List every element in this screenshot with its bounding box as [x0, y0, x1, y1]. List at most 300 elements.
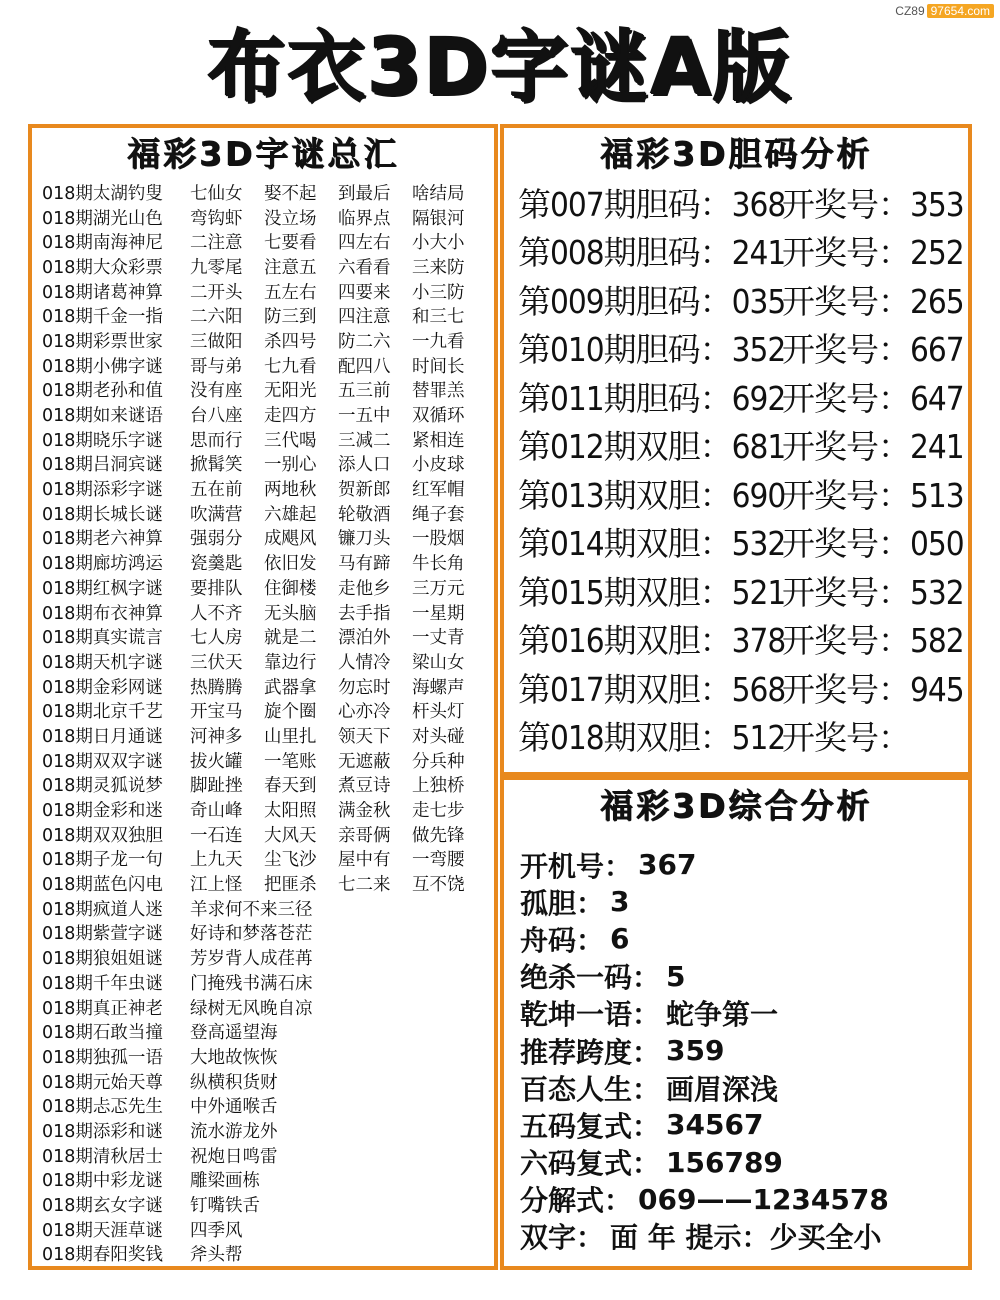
riddle-clue: 两地秋 — [264, 480, 317, 501]
analysis-key: 双字： — [520, 1221, 605, 1255]
riddle-clue: 没有座 — [190, 381, 243, 402]
riddle-clue: 掀髯笑 — [190, 455, 243, 476]
riddle-clue: 对头碰 — [412, 726, 465, 747]
dan-code: 第007期胆码：368 — [518, 184, 786, 224]
riddle-clue: 三伏天 — [190, 652, 243, 673]
riddle-clue: 走四方 — [264, 406, 317, 427]
riddle-clue: 一石连 — [190, 825, 243, 846]
riddle-clue: 台八座 — [190, 406, 243, 427]
riddle-clue: 七九看 — [264, 356, 317, 377]
riddle-source: 018期长城长谜 — [42, 504, 163, 525]
riddle-source: 018期湖光山色 — [42, 208, 163, 229]
riddle-clue: 三来防 — [412, 257, 465, 278]
analysis-value: 359 — [666, 1034, 725, 1068]
riddle-clue: 没立场 — [264, 208, 317, 229]
analysis-key: 六码复式： — [520, 1147, 661, 1181]
draw-result: 开奖号：050 — [782, 524, 964, 564]
riddle-clue: 上九天 — [190, 850, 243, 871]
riddle-clue: 小大小 — [412, 233, 465, 254]
riddle-clue: 吹满营 — [190, 504, 243, 525]
dan-row — [518, 178, 968, 227]
draw-result: 开奖号：353 — [782, 184, 964, 224]
overall-list — [520, 846, 970, 1255]
riddle-row — [42, 748, 492, 773]
riddle-row — [42, 970, 492, 995]
riddle-clue: 人情冷 — [338, 652, 391, 673]
riddle-clue: 添人口 — [338, 455, 391, 476]
riddle-source: 018期晓乐字谜 — [42, 430, 163, 451]
riddle-source: 018期子龙一句 — [42, 850, 163, 871]
analysis-row — [520, 958, 970, 995]
riddle-clue: 互不饶 — [412, 875, 465, 896]
dan-row — [518, 275, 968, 324]
riddle-clue: 一笔账 — [264, 751, 317, 772]
analysis-value: 367 — [638, 848, 697, 882]
riddle-clue: 四左右 — [338, 233, 391, 254]
riddle-clue: 人不齐 — [190, 603, 243, 624]
dan-code: 第010期胆码：352 — [518, 330, 786, 370]
dan-code: 第017期双胆：568 — [518, 669, 786, 709]
riddle-clue: 和三七 — [412, 307, 465, 328]
riddle-row — [42, 205, 492, 230]
riddle-clue: 小皮球 — [412, 455, 465, 476]
dan-code: 第012期双胆：681 — [518, 427, 786, 467]
draw-result: 开奖号：513 — [782, 475, 964, 515]
riddle-source: 018期小佛字谜 — [42, 356, 163, 377]
riddle-clue: 走他乡 — [338, 578, 391, 599]
riddle-source: 018期清秋居士 — [42, 1146, 163, 1167]
riddle-source: 018期日月通谜 — [42, 726, 163, 747]
dan-code: 第018期双胆：512 — [518, 718, 786, 758]
riddle-row — [42, 279, 492, 304]
riddle-clue: 大风天 — [264, 825, 317, 846]
riddle-source: 018期蓝色闪电 — [42, 875, 163, 896]
riddle-clue: 要排队 — [190, 578, 243, 599]
riddle-clue: 防二六 — [338, 331, 391, 352]
riddle-row — [42, 822, 492, 847]
riddle-row — [42, 921, 492, 946]
riddle-clue: 镰刀头 — [338, 529, 391, 550]
dan-row — [518, 324, 968, 373]
riddle-clue: 好诗和梦落苍茫 — [190, 924, 313, 945]
riddle-clue: 一别心 — [264, 455, 317, 476]
riddle-source: 018期廊坊鸿运 — [42, 554, 163, 575]
riddle-clue: 防三到 — [264, 307, 317, 328]
riddle-row — [42, 624, 492, 649]
riddle-clue: 领天下 — [338, 726, 391, 747]
riddle-source: 018期金彩和迷 — [42, 801, 163, 822]
riddle-row — [42, 402, 492, 427]
analysis-row — [520, 1144, 970, 1181]
riddle-clue: 牛长角 — [412, 554, 465, 575]
riddle-clue: 拔火罐 — [190, 751, 243, 772]
draw-result: 开奖号：647 — [782, 378, 964, 418]
riddle-source: 018期中彩龙谜 — [42, 1171, 163, 1192]
riddle-source: 018期金彩网谜 — [42, 677, 163, 698]
overall-analysis-panel — [500, 776, 972, 1270]
riddle-source: 018期双双字谜 — [42, 751, 163, 772]
riddle-source: 018期狼姐姐谜 — [42, 949, 163, 970]
riddle-clue: 上独桥 — [412, 776, 465, 797]
riddle-clue: 门掩残书满石床 — [190, 973, 313, 994]
draw-result: 开奖号：532 — [782, 572, 964, 612]
analysis-row — [520, 995, 970, 1032]
dan-code: 第015期双胆：521 — [518, 572, 786, 612]
dan-row — [518, 227, 968, 276]
riddle-source: 018期老六神算 — [42, 529, 163, 550]
riddle-clue: 脚趾挫 — [190, 776, 243, 797]
riddle-source: 018期吕洞宾谜 — [42, 455, 163, 476]
riddle-clue: 把匪杀 — [264, 875, 317, 896]
riddle-clue: 无阳光 — [264, 381, 317, 402]
riddle-clue: 七仙女 — [190, 183, 243, 204]
riddle-row — [42, 773, 492, 798]
dan-row — [518, 712, 968, 761]
riddle-clue: 尘飞沙 — [264, 850, 317, 871]
riddle-clue: 羊求何不来三径 — [190, 899, 313, 920]
riddle-row — [42, 476, 492, 501]
riddle-source: 018期老孙和值 — [42, 381, 163, 402]
riddle-clue: 六雄起 — [264, 504, 317, 525]
riddle-clue: 一星期 — [412, 603, 465, 624]
riddle-clue: 七二来 — [338, 875, 391, 896]
analysis-row — [520, 920, 970, 957]
riddle-clue: 强弱分 — [190, 529, 243, 550]
analysis-value: 蛇争第一 — [666, 998, 779, 1032]
riddle-clue: 娶不起 — [264, 183, 317, 204]
riddle-clue: 依旧发 — [264, 554, 317, 575]
riddle-clue: 绳子套 — [412, 504, 465, 525]
riddle-clue: 红军帽 — [412, 480, 465, 501]
riddle-row — [42, 1192, 492, 1217]
riddle-row — [42, 1093, 492, 1118]
riddle-clue: 纵横积货财 — [190, 1072, 278, 1093]
draw-result: 开奖号：241 — [782, 427, 964, 467]
riddle-clue: 春天到 — [264, 776, 317, 797]
riddle-clue: 三做阳 — [190, 331, 243, 352]
watermark-site: 97654.com — [927, 4, 994, 18]
dan-code: 第008期胆码：241 — [518, 233, 786, 273]
riddle-clue: 哥与弟 — [190, 356, 243, 377]
riddle-clue: 一股烟 — [412, 529, 465, 550]
dan-code: 第009期胆码：035 — [518, 281, 786, 321]
riddle-clue: 成飓风 — [264, 529, 317, 550]
riddle-row — [42, 1242, 492, 1267]
analysis-row — [520, 1106, 970, 1143]
analysis-key: 开机号： — [520, 849, 633, 883]
riddle-row — [42, 1044, 492, 1069]
analysis-key: 推荐跨度： — [520, 1035, 661, 1069]
riddle-clue: 六看看 — [338, 257, 391, 278]
riddle-clue: 四季风 — [190, 1220, 243, 1241]
analysis-value: 画眉深浅 — [666, 1072, 779, 1106]
riddle-source: 018期天机字谜 — [42, 652, 163, 673]
riddle-clue: 大地故恢恢 — [190, 1047, 278, 1068]
riddle-clue: 五在前 — [190, 480, 243, 501]
overall-analysis-title: 福彩3D综合分析 — [599, 786, 873, 825]
riddle-row — [42, 575, 492, 600]
analysis-value: 6 — [610, 922, 630, 956]
riddle-row — [42, 1069, 492, 1094]
draw-result: 开奖号：265 — [782, 281, 964, 321]
draw-result: 开奖号：252 — [782, 233, 964, 273]
dan-list — [518, 178, 968, 760]
riddle-clue: 啥结局 — [412, 183, 465, 204]
riddle-source: 018期彩票世家 — [42, 331, 163, 352]
analysis-row — [520, 846, 970, 883]
riddle-clue: 注意五 — [264, 257, 317, 278]
riddle-clue: 心亦冷 — [338, 702, 391, 723]
riddle-source: 018期如来谜语 — [42, 406, 163, 427]
riddle-source: 018期玄女字谜 — [42, 1196, 163, 1217]
riddle-clue: 思而行 — [190, 430, 243, 451]
riddle-source: 018期双双独胆 — [42, 825, 163, 846]
riddle-clue: 祝炮日鸣雷 — [190, 1146, 278, 1167]
riddle-row — [42, 871, 492, 896]
riddle-source: 018期紫萱字谜 — [42, 924, 163, 945]
riddle-source: 018期北京千艺 — [42, 702, 163, 723]
riddle-clue: 瓷羹匙 — [190, 554, 243, 575]
riddle-source: 018期千金一指 — [42, 307, 163, 328]
riddle-clue: 三万元 — [412, 578, 465, 599]
riddle-summary-panel — [28, 124, 498, 1270]
riddle-clue: 七人房 — [190, 628, 243, 649]
analysis-value: 5 — [666, 959, 686, 993]
riddle-row — [42, 600, 492, 625]
riddle-clue: 五左右 — [264, 282, 317, 303]
riddle-clue: 海螺声 — [412, 677, 465, 698]
riddle-list — [42, 180, 492, 1266]
riddle-clue: 到最后 — [338, 183, 391, 204]
riddle-row — [42, 698, 492, 723]
riddle-clue: 斧头帮 — [190, 1245, 243, 1266]
riddle-clue: 钉嘴铁舌 — [190, 1196, 260, 1217]
riddle-source: 018期真正神老 — [42, 998, 163, 1019]
riddle-clue: 二注意 — [190, 233, 243, 254]
riddle-clue: 屋中有 — [338, 850, 391, 871]
riddle-row — [42, 328, 492, 353]
riddle-row — [42, 180, 492, 205]
riddle-row — [42, 797, 492, 822]
riddle-clue: 贺新郎 — [338, 480, 391, 501]
riddle-clue: 山里扎 — [264, 726, 317, 747]
analysis-key: 百态人生： — [520, 1072, 661, 1106]
analysis-value: 34567 — [666, 1108, 764, 1142]
riddle-row — [42, 674, 492, 699]
riddle-clue: 临界点 — [338, 208, 391, 229]
riddle-clue: 时间长 — [412, 356, 465, 377]
riddle-clue: 一五中 — [338, 406, 391, 427]
dan-row — [518, 518, 968, 567]
riddle-source: 018期添彩和谜 — [42, 1121, 163, 1142]
dan-analysis-panel — [500, 124, 972, 776]
riddle-clue: 做先锋 — [412, 825, 465, 846]
riddle-clue: 登高遥望海 — [190, 1023, 278, 1044]
analysis-row — [520, 1181, 970, 1218]
riddle-clue: 满金秋 — [338, 801, 391, 822]
riddle-source: 018期添彩字谜 — [42, 480, 163, 501]
analysis-value: 156789 — [666, 1145, 783, 1179]
riddle-source: 018期太湖钓叟 — [42, 183, 163, 204]
analysis-key: 乾坤一语： — [520, 998, 661, 1032]
riddle-clue: 紧相连 — [412, 430, 465, 451]
analysis-key: 分解式： — [520, 1184, 633, 1218]
analysis-value: 069——1234578 — [638, 1182, 889, 1216]
riddle-source: 018期大众彩票 — [42, 257, 163, 278]
analysis-row — [520, 1032, 970, 1069]
riddle-clue: 开宝马 — [190, 702, 243, 723]
draw-result: 开奖号：667 — [782, 330, 964, 370]
riddle-clue: 无头脑 — [264, 603, 317, 624]
dan-row — [518, 663, 968, 712]
analysis-row — [520, 883, 970, 920]
riddle-row — [42, 526, 492, 551]
riddle-clue: 煮豆诗 — [338, 776, 391, 797]
riddle-row — [42, 1143, 492, 1168]
riddle-clue: 四要来 — [338, 282, 391, 303]
riddle-clue: 小三防 — [412, 282, 465, 303]
riddle-clue: 双循环 — [412, 406, 465, 427]
riddle-clue: 轮敬酒 — [338, 504, 391, 525]
riddle-source: 018期元始天尊 — [42, 1072, 163, 1093]
riddle-clue: 江上怪 — [190, 875, 243, 896]
riddle-row — [42, 501, 492, 526]
riddle-clue: 去手指 — [338, 603, 391, 624]
riddle-clue: 三减二 — [338, 430, 391, 451]
riddle-row — [42, 452, 492, 477]
riddle-clue: 二六阳 — [190, 307, 243, 328]
riddle-clue: 三代喝 — [264, 430, 317, 451]
riddle-clue: 热腾腾 — [190, 677, 243, 698]
riddle-clue: 五三前 — [338, 381, 391, 402]
analysis-value: 3 — [610, 885, 630, 919]
riddle-summary-title: 福彩3D字谜总汇 — [126, 134, 400, 173]
analysis-row — [520, 1069, 970, 1106]
riddle-source: 018期灵狐说梦 — [42, 776, 163, 797]
watermark — [895, 4, 994, 18]
riddle-clue: 一九看 — [412, 331, 465, 352]
analysis-value: 面 年 提示：少买全小 — [610, 1221, 882, 1255]
analysis-row — [520, 1218, 970, 1255]
riddle-clue: 弯钩虾 — [190, 208, 243, 229]
riddle-source: 018期独孤一语 — [42, 1047, 163, 1068]
riddle-clue: 分兵种 — [412, 751, 465, 772]
riddle-clue: 四注意 — [338, 307, 391, 328]
riddle-source: 018期真实谎言 — [42, 628, 163, 649]
riddle-clue: 二开头 — [190, 282, 243, 303]
riddle-clue: 配四八 — [338, 356, 391, 377]
riddle-clue: 一丈青 — [412, 628, 465, 649]
riddle-clue: 旋个圈 — [264, 702, 317, 723]
riddle-clue: 中外通喉舌 — [190, 1097, 278, 1118]
riddle-clue: 奇山峰 — [190, 801, 243, 822]
riddle-row — [42, 945, 492, 970]
riddle-source: 018期忐忑先生 — [42, 1097, 163, 1118]
riddle-clue: 流水游龙外 — [190, 1121, 278, 1142]
riddle-row — [42, 1118, 492, 1143]
riddle-row — [42, 353, 492, 378]
page-title: 布衣3D字谜A版 — [207, 23, 793, 113]
riddle-clue: 亲哥俩 — [338, 825, 391, 846]
dan-code: 第014期双胆：532 — [518, 524, 786, 564]
riddle-source: 018期千年虫谜 — [42, 973, 163, 994]
riddle-source: 018期布衣神算 — [42, 603, 163, 624]
riddle-clue: 河神多 — [190, 726, 243, 747]
analysis-key: 五码复式： — [520, 1109, 661, 1143]
riddle-row — [42, 847, 492, 872]
riddle-row — [42, 1217, 492, 1242]
riddle-clue: 靠边行 — [264, 652, 317, 673]
riddle-clue: 住御楼 — [264, 578, 317, 599]
analysis-key: 绝杀一码： — [520, 961, 661, 995]
riddle-row — [42, 896, 492, 921]
riddle-row — [42, 427, 492, 452]
riddle-clue: 太阳照 — [264, 801, 317, 822]
riddle-row — [42, 649, 492, 674]
draw-result: 开奖号：945 — [782, 669, 964, 709]
analysis-key: 舟码： — [520, 923, 605, 957]
riddle-source: 018期红枫字谜 — [42, 578, 163, 599]
riddle-source: 018期疯道人迷 — [42, 899, 163, 920]
riddle-clue: 漂泊外 — [338, 628, 391, 649]
riddle-clue: 隔银河 — [412, 208, 465, 229]
riddle-clue: 武器拿 — [264, 677, 317, 698]
riddle-clue: 七要看 — [264, 233, 317, 254]
riddle-row — [42, 995, 492, 1020]
riddle-source: 018期春阳奖钱 — [42, 1245, 163, 1266]
dan-row — [518, 566, 968, 615]
riddle-clue: 就是二 — [264, 628, 317, 649]
draw-result: 开奖号： — [782, 718, 910, 758]
riddle-row — [42, 378, 492, 403]
riddle-source: 018期南海神尼 — [42, 233, 163, 254]
riddle-row — [42, 550, 492, 575]
draw-result: 开奖号：582 — [782, 621, 964, 661]
riddle-source: 018期诸葛神算 — [42, 282, 163, 303]
riddle-clue: 无遮蔽 — [338, 751, 391, 772]
riddle-row — [42, 229, 492, 254]
riddle-clue: 杀四号 — [264, 331, 317, 352]
riddle-clue: 替罪羔 — [412, 381, 465, 402]
riddle-source: 018期天涯草谜 — [42, 1220, 163, 1241]
riddle-row — [42, 723, 492, 748]
dan-row — [518, 615, 968, 664]
analysis-key: 孤胆： — [520, 886, 605, 920]
watermark-prefix: CZ89 — [895, 4, 925, 18]
riddle-row — [42, 1168, 492, 1193]
dan-row — [518, 469, 968, 518]
riddle-clue: 杆头灯 — [412, 702, 465, 723]
riddle-clue: 一弯腰 — [412, 850, 465, 871]
riddle-clue: 芳岁背人成荏苒 — [190, 949, 313, 970]
riddle-row — [42, 1019, 492, 1044]
riddle-clue: 梁山女 — [412, 652, 465, 673]
riddle-clue: 雕梁画栋 — [190, 1171, 260, 1192]
dan-row — [518, 421, 968, 470]
riddle-clue: 走七步 — [412, 801, 465, 822]
riddle-clue: 勿忘时 — [338, 677, 391, 698]
riddle-source: 018期石敢当撞 — [42, 1023, 163, 1044]
riddle-clue: 马有蹄 — [338, 554, 391, 575]
riddle-row — [42, 303, 492, 328]
dan-code: 第011期胆码：692 — [518, 378, 786, 418]
riddle-row — [42, 254, 492, 279]
dan-row — [518, 372, 968, 421]
dan-analysis-title: 福彩3D胆码分析 — [599, 134, 873, 173]
dan-code: 第013期双胆：690 — [518, 475, 786, 515]
riddle-clue: 九零尾 — [190, 257, 243, 278]
riddle-clue: 绿树无风晚自凉 — [190, 998, 313, 1019]
